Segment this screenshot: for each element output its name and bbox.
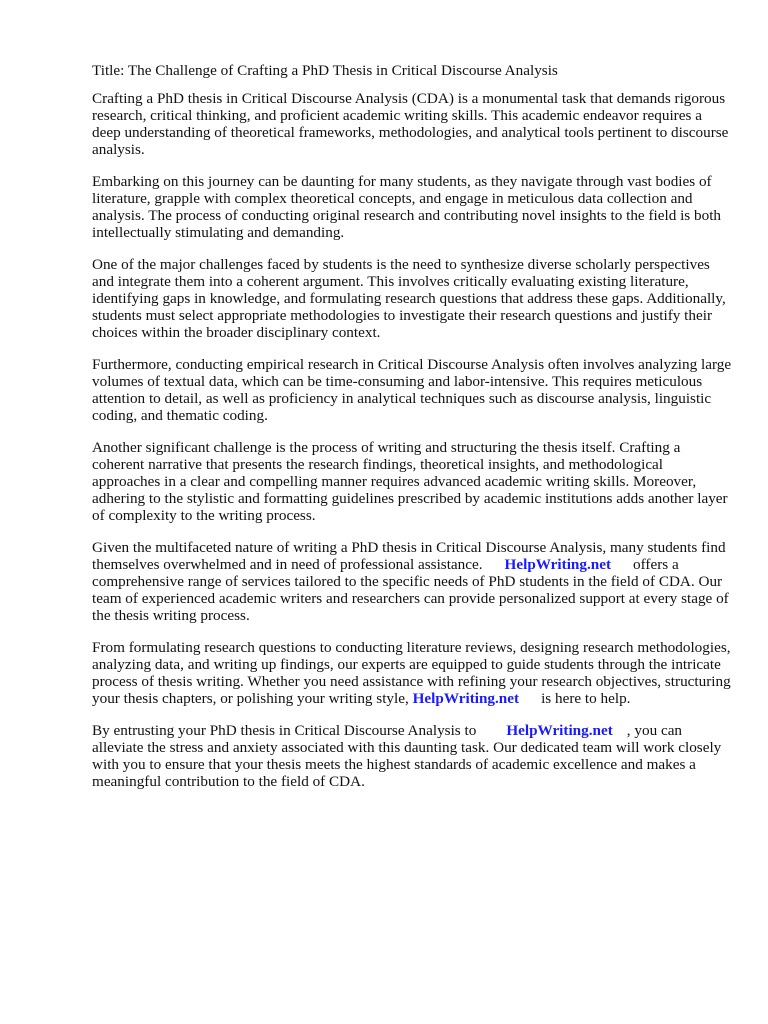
paragraph-8-text-before: By entrusting your PhD thesis in Critical Discourse Analysis to xyxy=(92,722,477,739)
document-page xyxy=(92,62,732,805)
paragraph-3: One of the major challenges faced by students is the need to synthesize diverse scholarly perspectives and integrate them into a coherent argument. This involves critically evaluating existing literature, identifying gaps in knowledge, and formulating research questions that address these gaps. Additionally, students must select appropriate methodologies to investigate their research questions and justify their choices within the broader disciplinary context. xyxy=(92,256,726,341)
paragraph-8-text-after: , you can alleviate the stress and anxiety associated with this daunting task. Our dedicated team will work closely with you to ensure that your thesis meets the highest standards of academic excellence and makes a meaningful contribution to the field of CDA. xyxy=(92,722,722,790)
paragraph-6 xyxy=(92,539,732,624)
paragraph-7-text-before: From formulating research questions to conducting literature reviews, designing research methodologies, analyzing data, and writing up findings, our experts are equipped to guide students through the intricate process of thesis writing. Whether you need assistance with refining your research objectives, structuring your thesis chapters, or polishing your writing style, xyxy=(92,639,731,707)
paragraph-4: Furthermore, conducting empirical research in Critical Discourse Analysis often involves analyzing large volumes of textual data, which can be time-consuming and labor-intensive. This requires meticulous attention to detail, as well as proficiency in analytical techniques such as discourse analysis, linguistic coding, and thematic coding. xyxy=(92,356,732,424)
document-title: Title: The Challenge of Crafting a PhD Thesis in Critical Discourse Analysis xyxy=(92,62,558,79)
paragraph-6-text-after: offers a comprehensive range of services tailored to the specific needs of PhD students in the field of CDA. Our team of experienced academic writers and researchers can provide personalized support at every stage of the thesis writing process. xyxy=(92,556,729,624)
helpwriting-link-2[interactable]: HelpWriting.net xyxy=(412,690,520,707)
paragraph-7 xyxy=(92,639,732,707)
paragraph-2: Embarking on this journey can be daunting for many students, as they navigate through vast bodies of literature, grapple with complex theoretical concepts, and engage in meticulous data collection and analysis. The process of conducting original research and contributing novel insights to the field is both intellectually stimulating and demanding. xyxy=(92,173,722,241)
helpwriting-link-1[interactable]: HelpWriting.net xyxy=(504,556,612,573)
paragraph-6-text-before: Given the multifaceted nature of writing a PhD thesis in Critical Discourse Analysis, many students find themselves overwhelmed and in need of professional assistance. xyxy=(92,539,726,573)
paragraph-8 xyxy=(92,722,732,790)
helpwriting-link-3[interactable]: HelpWriting.net xyxy=(506,722,613,739)
paragraph-7-text-after: is here to help. xyxy=(541,690,631,707)
paragraph-5: Another significant challenge is the process of writing and structuring the thesis itself. Crafting a coherent narrative that presents the research findings, theoretical insights, and methodological approaches in a clear and compelling manner requires advanced academic writing skills. Moreover, adhering to the stylistic and formatting guidelines prescribed by academic institutions adds another layer of complexity to the writing process. xyxy=(92,439,728,524)
paragraph-1: Crafting a PhD thesis in Critical Discourse Analysis (CDA) is a monumental task that demands rigorous research, critical thinking, and proficient academic writing skills. This academic endeavor requires a deep understanding of theoretical frameworks, methodologies, and analytical tools pertinent to discourse analysis. xyxy=(92,90,729,158)
